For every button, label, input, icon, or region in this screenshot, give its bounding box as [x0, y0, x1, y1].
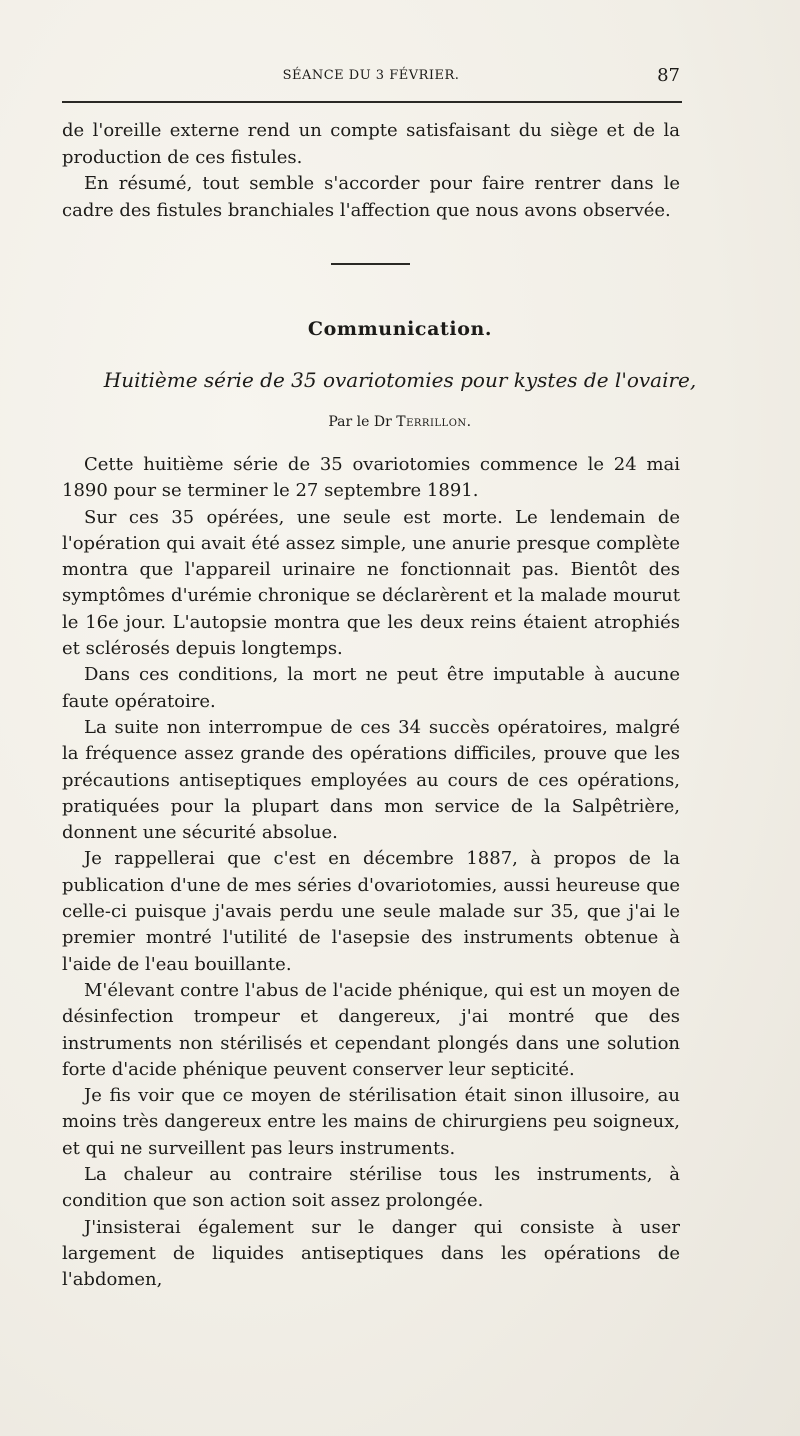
body-paragraph: M'élevant contre l'abus de l'acide phénique, qui est un moyen de désinfection trompeur et dangereux, j'ai montré que des instruments non stérilisés et cependant plongés dans une solution forte d'acide phénique peuvent conserver leur septicité. [62, 979, 680, 1080]
author-prefix: Par le Dr [328, 414, 397, 430]
page-header [62, 65, 680, 92]
body-paragraph: Sur ces 35 opérées, une seule est morte. Le lendemain de l'opération qui avait été assez simple, une anurie presque complète montra que l'appareil urinaire ne fonctionnait pas. Bientôt des symptômes d'urémie chronique se déclarèrent et la malade mourut le 16e jour. L'autopsie montra que les deux reins étaient atrophiés et sclérosés depuis longtemps. [62, 506, 680, 660]
section-separator [331, 263, 410, 265]
section-heading: Communication. [307, 318, 493, 340]
body-paragraph: Cette huitième série de 35 ovariotomies commence le 24 mai 1890 pour se terminer le 27 septembre 1891. [62, 454, 680, 502]
body-paragraph: Dans ces conditions, la mort ne peut être imputable à aucune faute opératoire. [62, 664, 680, 712]
page-number: 87 [657, 65, 680, 86]
article-body [62, 452, 680, 1294]
body-paragraph: Je fis voir que ce moyen de stérilisation était sinon illusoire, au moins très dangereux entre les mains de chirurgiens peu soigneux, et qui ne surveillent pas leurs instruments. [62, 1085, 680, 1159]
body-paragraph: Je rappellerai que c'est en décembre 1887, à propos de la publication d'une de mes séries d'ovariotomies, aussi heureuse que celle-ci puisque j'avais perdu une seule malade sur 35, que j'ai le premier montré l'utilité de l'asepsie des instruments obtenue à l'aide de l'eau bouillante. [62, 848, 680, 975]
body-paragraph: La chaleur au contraire stérilise tous les instruments, à condition que son action soit assez prolongée. [62, 1164, 680, 1212]
body-paragraph: La suite non interrompue de ces 34 succès opératoires, malgré la fréquence assez grande des opérations difficiles, prouve que les précautions antiseptiques employées au cours de ces opérations, pratiquées pour la plupart dans mon service de la Salpêtrière, donnent une sécurité absolue. [62, 716, 680, 844]
intro-text [62, 118, 680, 224]
intro-paragraph-2: En résumé, tout semble s'accorder pour faire rentrer dans le cadre des fistules branchiales l'affection que nous avons observée. [62, 173, 680, 221]
intro-paragraph-1: de l'oreille externe rend un compte satisfaisant du siège et de la production de ces fistules. [62, 120, 680, 168]
header-rule [62, 101, 682, 103]
author-line [0, 414, 800, 430]
article-title: Huitième série de 35 ovariotomies pour kystes de l'ovaire, [103, 368, 697, 392]
running-head: SÉANCE DU 3 FÉVRIER. [282, 68, 460, 83]
author-name: Terrillon. [396, 414, 472, 430]
body-paragraph: J'insisterai également sur le danger qui consiste à user largement de liquides antiseptiques dans les opérations de l'abdomen, [62, 1216, 680, 1291]
